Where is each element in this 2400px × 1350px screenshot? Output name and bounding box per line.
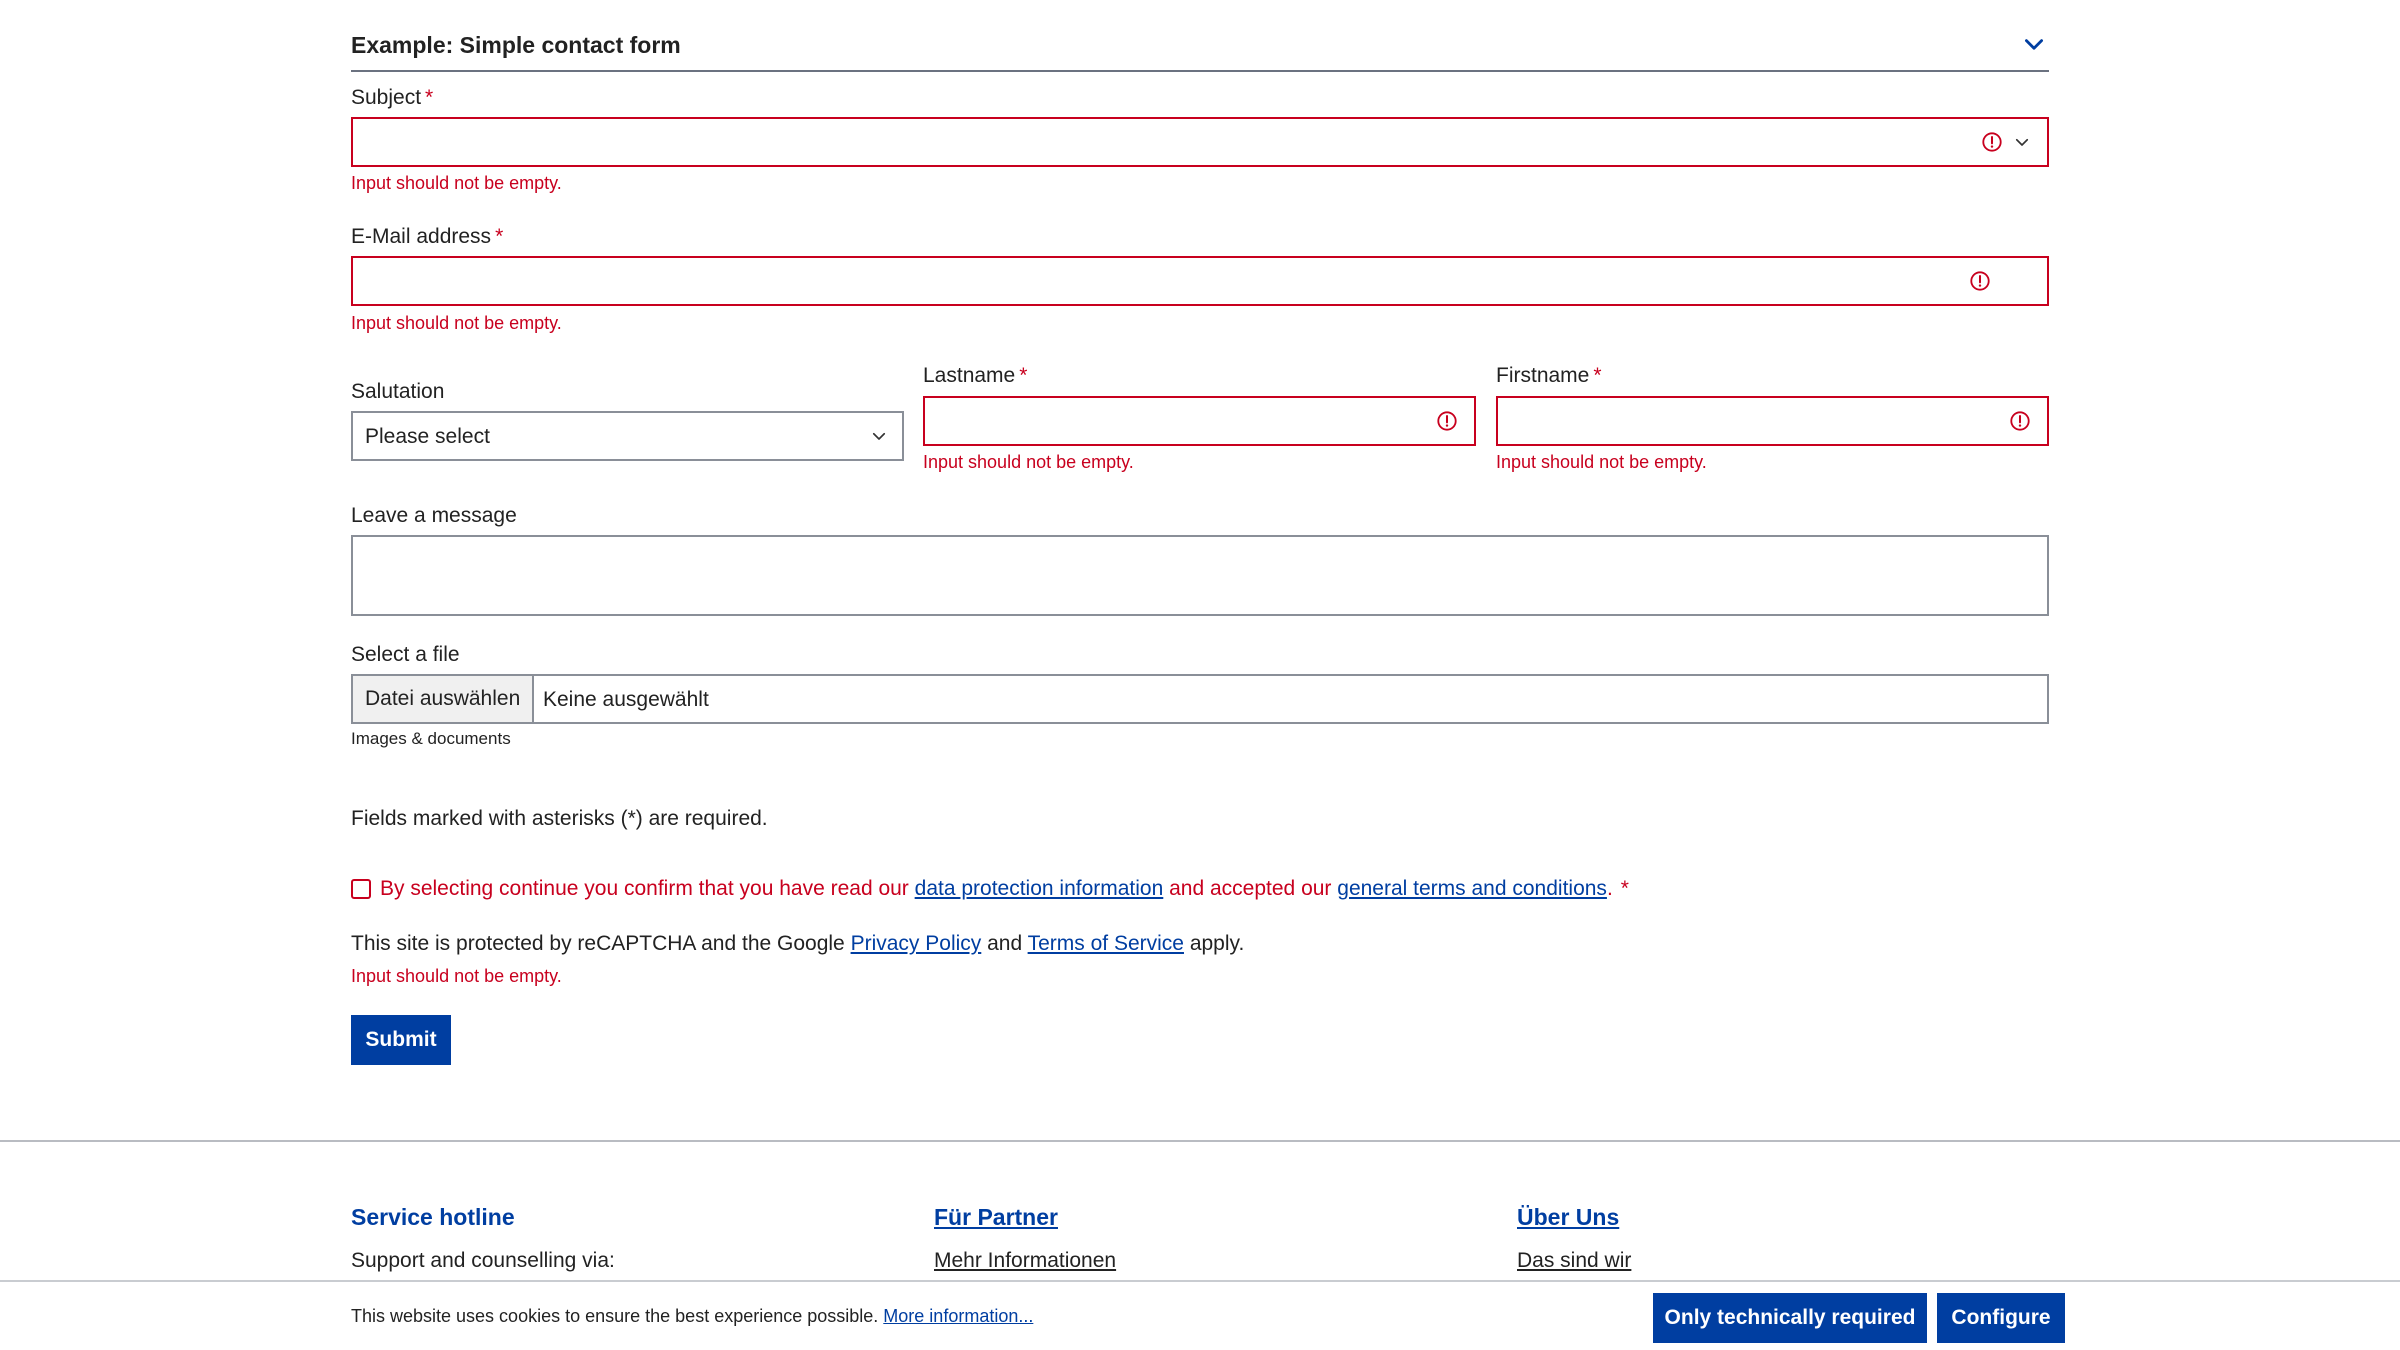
email-error: Input should not be empty. [351,313,562,333]
subject-select[interactable] [351,117,2049,167]
only-required-cookies-button[interactable]: Only technically required [1653,1293,1927,1343]
alert-circle-icon [1436,410,1458,432]
file-label: Select a file [351,643,460,666]
consent-error: Input should not be empty. [351,966,562,986]
salutation-label: Salutation [351,380,445,403]
footer-service-hotline-title: Service hotline [351,1204,515,1230]
firstname-label: Firstname * [1496,364,1602,387]
consent-text: By selecting continue you confirm that you have read our data protection information and accepted our general terms and conditions. * [380,877,1629,900]
email-label: E-Mail address * [351,225,504,248]
chevron-down-icon [870,427,888,445]
footer-about-link[interactable]: Über Uns [1517,1204,1620,1230]
accordion-header[interactable] [351,26,2049,72]
cookie-more-info-link[interactable]: More information... [883,1306,1034,1326]
firstname-error: Input should not be empty. [1496,452,1707,472]
subject-label: Subject * [351,86,434,109]
alert-circle-icon [1969,270,1991,292]
firstname-field[interactable] [1496,396,2049,446]
chevron-down-icon[interactable] [2021,32,2047,58]
footer-who-we-are-link[interactable]: Das sind wir [1517,1249,1632,1272]
lastname-label: Lastname * [923,364,1028,387]
alert-circle-icon [1981,131,2003,153]
email-field[interactable] [351,256,2049,306]
privacy-policy-link[interactable]: Privacy Policy [850,932,982,955]
footer-partner-link[interactable]: Für Partner [934,1204,1058,1230]
lastname-field[interactable] [923,396,1476,446]
file-status: Keine ausgewählt [543,688,709,711]
cookie-text: This website uses cookies to ensure the best experience possible. More information... [351,1306,1034,1326]
accordion-title: Example: Simple contact form [351,32,681,58]
salutation-select[interactable] [351,411,904,461]
chevron-down-icon [2013,133,2031,151]
alert-circle-icon [2009,410,2031,432]
file-input[interactable] [351,674,2049,724]
salutation-value: Please select [365,425,490,448]
footer-more-info-link[interactable]: Mehr Informationen [934,1249,1117,1272]
data-protection-link[interactable]: data protection information [914,877,1164,900]
footer-service-hotline-text: Support and counselling via: [351,1249,615,1272]
terms-link[interactable]: general terms and conditions [1337,877,1607,900]
lastname-error: Input should not be empty. [923,452,1134,472]
cookie-banner [0,1280,2400,1350]
configure-cookies-button[interactable]: Configure [1937,1293,2065,1343]
message-label: Leave a message [351,504,517,527]
recaptcha-notice: This site is protected by reCAPTCHA and the Google Privacy Policy and Terms of Service apply. [351,932,1245,955]
submit-button[interactable]: Submit [351,1015,451,1065]
file-choose-button[interactable]: Datei auswählen [353,676,534,722]
terms-of-service-link[interactable]: Terms of Service [1027,932,1184,955]
consent-checkbox[interactable] [351,879,371,899]
required-note: Fields marked with asterisks (*) are required. [351,807,768,830]
subject-error: Input should not be empty. [351,173,562,193]
file-hint: Images & documents [351,729,511,748]
footer-divider [0,1140,2400,1142]
message-textarea[interactable] [351,535,2049,616]
